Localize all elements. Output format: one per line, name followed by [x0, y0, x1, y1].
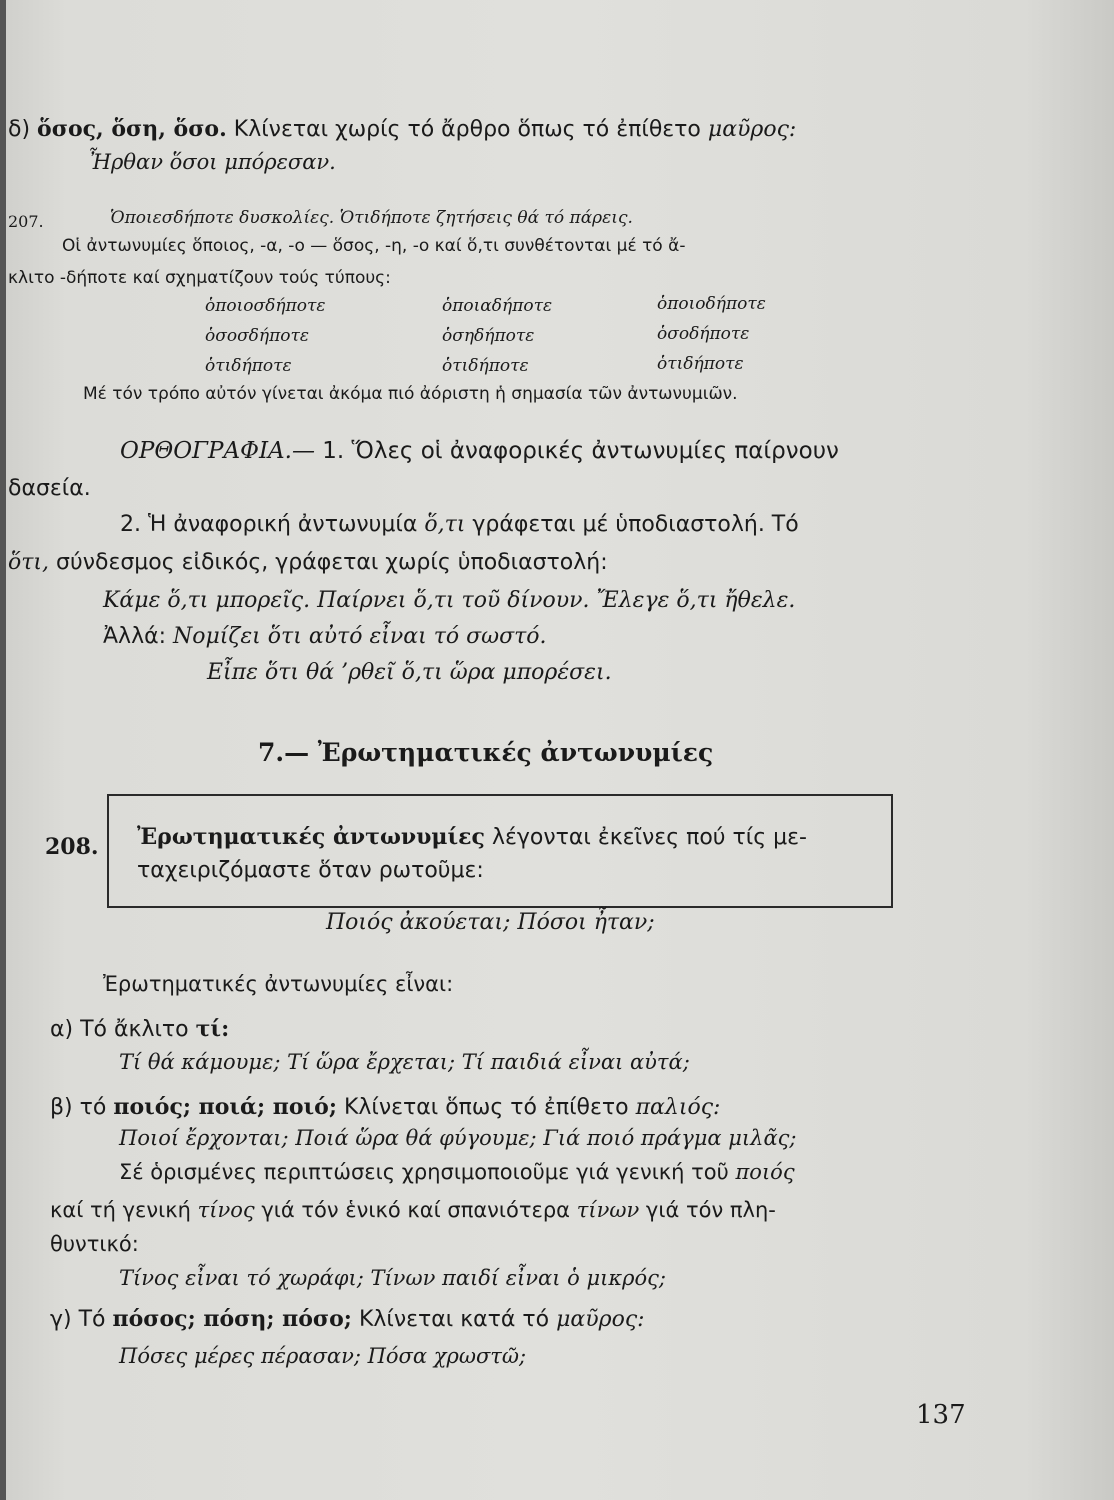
par208-example: Ποιός ἀκούεται; Πόσοι ἦταν; [326, 910, 655, 935]
section-d-bold: ὅσος, ὅση, ὅσο. [37, 116, 227, 142]
item-a-line [50, 1016, 229, 1042]
form-cell: ὁσηδήποτε [442, 326, 535, 346]
orthography-p2b: σύνδεσμος εἰδικός, γράφεται χωρίς ὑποδιαστολή: [56, 550, 608, 575]
form-cell: ὁσοσδήποτε [205, 326, 310, 346]
item-c-example: Πόσες μέρες πέρασαν; Πόσα χρωστῶ; [119, 1344, 527, 1368]
orthography-line1 [120, 438, 839, 464]
form-cell: ὁτιδήποτε [442, 356, 529, 376]
item-b-line [50, 1094, 720, 1120]
orthography-example2-line [103, 624, 547, 649]
item-b-bold: ποιός; ποιά; ποιό; [113, 1094, 337, 1120]
item-c-line [50, 1306, 645, 1332]
item-b-note2-c: γιά τόν πλη- [645, 1198, 776, 1222]
par207-closing: Μέ τόν τρόπο αὐτόν γίνεται ἀκόμα πιό ἀόριστη ἡ σημασία τῶν ἀντωνυμιῶν. [83, 384, 738, 404]
par207-heading: Ὁποιεσδήποτε δυσκολίες. Ὁτιδήποτε ζητήσεις θά τό πάρεις. [110, 208, 633, 228]
item-b-italic: παλιός: [635, 1095, 721, 1120]
item-a-marker: α) [50, 1017, 74, 1042]
orthography-p2-line2 [8, 550, 608, 575]
item-b-marker: β) [50, 1095, 73, 1120]
form-cell: ὁτιδήποτε [657, 354, 744, 374]
section-d-marker: δ) [8, 117, 31, 142]
definition-box [107, 794, 893, 908]
item-b-example2: Τίνος εἶναι τό χωράφι; Τίνων παιδί εἶναι ὁ μικρός; [119, 1266, 666, 1290]
section-d-text: Κλίνεται χωρίς τό ἄρθρο ὅπως τό ἐπίθετο [233, 117, 701, 142]
par208-number: 208. [45, 834, 99, 860]
item-c-marker: γ) [50, 1307, 72, 1332]
par208-text1: λέγονται ἐκεῖνες πού τίς με- [491, 825, 807, 850]
orthography-p1b: δασεία. [8, 476, 91, 501]
item-b-note3: θυντικό: [50, 1232, 139, 1256]
orthography-example2-label: Ἀλλά: [103, 624, 167, 649]
orthography-p2-line1 [120, 512, 799, 537]
item-c-text2: Κλίνεται κατά τό [358, 1307, 550, 1332]
form-cell: ὁποιοδήποτε [657, 294, 766, 314]
section-d-line [8, 116, 796, 142]
book-spine [0, 0, 6, 1500]
item-b-text2: Κλίνεται ὅπως τό ἐπίθετο [343, 1095, 629, 1120]
orthography-p2a-end: γράφεται μέ ὑποδιαστολή. Τό [472, 512, 799, 537]
item-b-note2 [50, 1198, 776, 1222]
item-a-example: Τί θά κάμουμε; Τί ὥρα ἔρχεται; Τί παιδιά εἶναι αὐτά; [119, 1050, 690, 1074]
item-b-text: τό [79, 1095, 107, 1120]
orthography-p1a: 1. Ὅλες οἱ ἀναφορικές ἀντωνυμίες παίρνουν [322, 438, 839, 464]
orthography-title: ΟΡΘΟΓΡΑΦΙΑ.— [120, 438, 315, 464]
form-cell: ὁποιαδήποτε [442, 296, 553, 316]
form-cell: ὁσοδήποτε [657, 324, 750, 344]
item-c-bold: πόσος; πόση; πόσο; [112, 1306, 352, 1332]
orthography-example1: Κάμε ὅ,τι μπορεῖς. Παίρνει ὅ,τι τοῦ δίνουν. Ἔλεγε ὅ,τι ἤθελε. [103, 588, 796, 613]
item-b-note2-it1: τίνος [197, 1198, 255, 1222]
par208-line1 [137, 824, 807, 850]
item-b-note2-b: γιά τόν ἑνικό καί σπανιότερα [261, 1198, 571, 1222]
item-a-bold: τί: [195, 1016, 230, 1042]
orthography-p2b-it: ὅτι, [8, 550, 50, 575]
par207-number: 207. [8, 212, 44, 231]
form-cell: ὁποιοσδήποτε [205, 296, 326, 316]
par207-line2: κλιτο -δήποτε καί σχηματίζουν τούς τύπους: [8, 268, 391, 288]
orthography-p2a-it: ὅ,τι [424, 512, 466, 537]
item-c-text: Τό [78, 1307, 106, 1332]
item-c-italic: μαῦρος: [556, 1307, 645, 1332]
item-a-text: Τό ἄκλιτο [80, 1017, 189, 1042]
item-b-note1-text: Σέ ὁρισμένες περιπτώσεις χρησιμοποιοῦμε γιά γενική τοῦ [119, 1160, 729, 1184]
item-b-note2-it2: τίνων [576, 1198, 640, 1222]
chapter-title: 7.— Ἐρωτηματικές ἀντωνυμίες [258, 738, 714, 767]
item-b-note1 [119, 1160, 795, 1184]
form-cell: ὁτιδήποτε [205, 356, 292, 376]
par208-text2: ταχειριζόμαστε ὅταν ρωτοῦμε: [137, 858, 484, 883]
item-b-note2-a: καί τή γενική [50, 1198, 191, 1222]
section-d-example: Ἦρθαν ὅσοι μπόρεσαν. [88, 150, 336, 174]
par208-bold: Ἐρωτηματικές ἀντωνυμίες [137, 824, 485, 850]
page-number: 137 [916, 1400, 966, 1430]
section-d-italic: μαῦρος: [707, 117, 797, 142]
item-b-example: Ποιοί ἔρχονται; Ποιά ὥρα θά φύγουμε; Γιά ποιό πράγμα μιλᾶς; [119, 1126, 797, 1150]
orthography-example2: Νομίζει ὅτι αὐτό εἶναι τό σωστό. [173, 624, 547, 649]
item-b-note1-it: ποιός [735, 1160, 795, 1184]
orthography-example3: Εἶπε ὅτι θά ’ρθεῖ ὅ,τι ὥρα μπορέσει. [207, 660, 612, 685]
par207-line1: Οἱ ἀντωνυμίες ὅποιος, -α, -ο — ὅσος, -η, -ο καί ὅ,τι συνθέτονται μέ τό ἄ- [62, 236, 686, 256]
orthography-p2a: 2. Ἡ ἀναφορική ἀντωνυμία [120, 512, 418, 537]
par208-list-intro: Ἐρωτηματικές ἀντωνυμίες εἶναι: [103, 972, 454, 996]
